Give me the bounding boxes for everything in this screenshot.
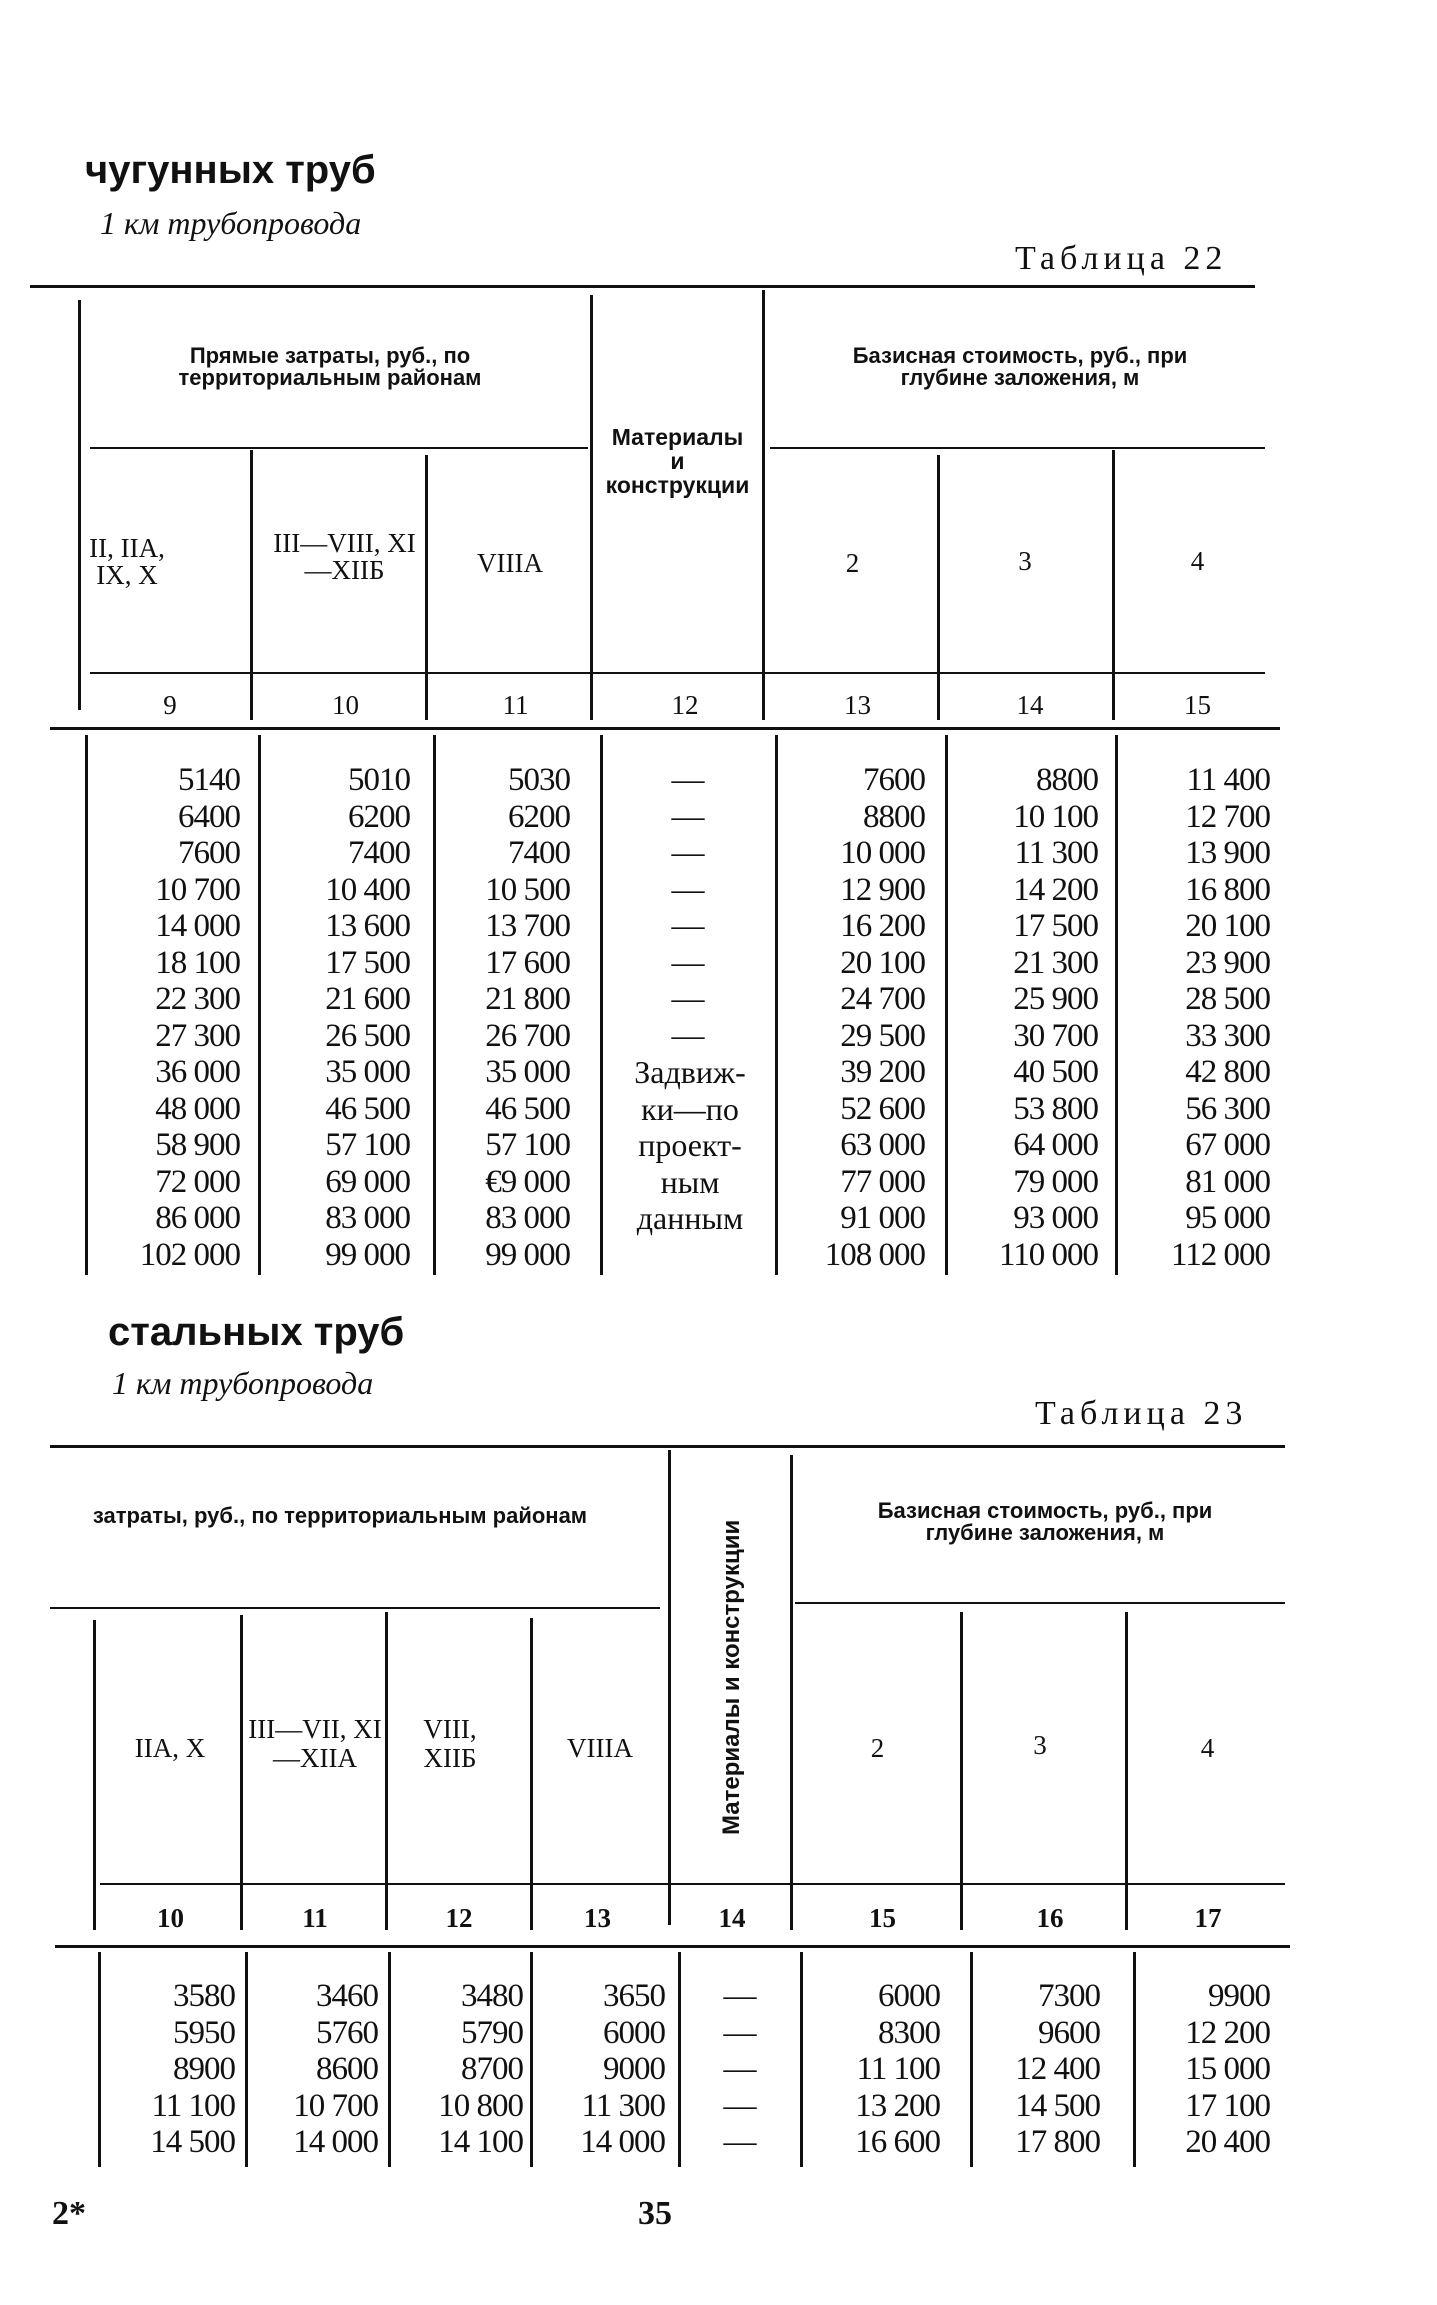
table-cell: 35 000 [325, 1054, 410, 1090]
table-cell: 17 800 [1015, 2124, 1100, 2160]
table-cell: 108 000 [824, 1236, 925, 1273]
table-cell: 16 600 [855, 2124, 940, 2160]
data-column [950, 762, 1098, 1273]
table-cell: 8800 [1036, 762, 1098, 798]
table-cell: 6000 [603, 2014, 665, 2051]
table-cell: 16 200 [840, 908, 925, 944]
table-cell: 11 100 [151, 2087, 235, 2124]
col-label-region-1: II, IIA, IX, X [89, 533, 165, 590]
dash-cell: — [723, 2124, 756, 2160]
note-line: ки—по [641, 1090, 739, 1127]
table-cell: 14 000 [580, 2124, 665, 2160]
table-cell: 27 300 [155, 1017, 240, 1054]
table-cell: 83 000 [485, 1200, 570, 1236]
table-cell: 77 000 [840, 1163, 925, 1200]
table-cell: 7400 [508, 835, 570, 871]
col-number: 11 [502, 690, 529, 720]
note-line: данным [636, 1200, 744, 1236]
materials-column [605, 762, 770, 1054]
table-cell: 110 000 [998, 1236, 1098, 1273]
col-label-depth-2: 2 [870, 1733, 885, 1763]
table-cell: 93 000 [1013, 1200, 1098, 1236]
table-cell: 14 200 [1013, 871, 1098, 908]
col-number: 16 [1036, 1903, 1064, 1933]
table-cell: 11 300 [1014, 835, 1098, 871]
table-cell: 17 100 [1185, 2087, 1270, 2124]
table-cell: 8900 [173, 2051, 235, 2087]
col-number: 12 [671, 690, 699, 720]
table-cell: 6400 [178, 798, 240, 835]
table-cell: 99 000 [485, 1236, 570, 1273]
data-column [1138, 1978, 1270, 2161]
materials-column [682, 1978, 797, 2161]
table-cell: 3460 [316, 1978, 378, 2014]
col-number: 11 [302, 1903, 328, 1933]
col-label-region-3: VIII, XIIБ [423, 1714, 477, 1773]
table-cell: 17 600 [485, 944, 570, 981]
table-cell: 112 000 [1170, 1236, 1270, 1273]
table-cell: 11 400 [1186, 762, 1270, 798]
table-cell: 7600 [178, 835, 240, 871]
table-cell: 46 500 [485, 1090, 570, 1127]
table-cell: 3580 [173, 1978, 235, 2014]
col-number: 13 [844, 690, 871, 720]
table-cell: 57 100 [325, 1127, 410, 1163]
table-cell: 40 500 [1013, 1054, 1098, 1090]
table-cell: 28 500 [1185, 981, 1270, 1017]
note-line: ным [660, 1163, 720, 1200]
data-column [393, 1978, 523, 2161]
col-label-depth-3: 3 [1033, 1730, 1047, 1760]
col-number: 14 [1016, 690, 1044, 720]
table-cell: 20 100 [1185, 908, 1270, 944]
table-cell: 52 600 [840, 1090, 925, 1127]
table-cell: 21 600 [325, 981, 410, 1017]
dash-cell: — [671, 871, 704, 908]
table-cell: 5790 [461, 2014, 523, 2051]
section2-subtitle: 1 км трубопровода [112, 1365, 374, 1401]
table-cell: 69 000 [325, 1163, 410, 1200]
col-number: 14 [718, 1903, 746, 1933]
table-cell: 57 100 [485, 1127, 570, 1163]
data-column [90, 762, 240, 1273]
table-cell: 10 000 [840, 835, 925, 871]
table-cell: 26 500 [325, 1017, 410, 1054]
dash-cell: — [723, 2087, 756, 2124]
table-cell: 63 000 [840, 1127, 925, 1163]
table-cell: 81 000 [1185, 1163, 1270, 1200]
direct-costs-header: Прямые затраты, руб., по территориальным районам [178, 343, 482, 390]
table-cell: 6200 [348, 798, 410, 835]
section2-table-label: Таблица 23 [1035, 1395, 1248, 1432]
col-label-region-1: IIA, X [134, 1733, 206, 1763]
col-label-region-3: VIIIA [477, 548, 543, 578]
table-cell: 67 000 [1185, 1127, 1270, 1163]
section2-title: стальных труб [108, 1310, 405, 1354]
table-cell: 14 500 [150, 2124, 235, 2160]
table-cell: 5140 [178, 762, 240, 798]
dash-cell: — [723, 2014, 756, 2051]
table-cell: 86 000 [155, 1200, 240, 1236]
data-column [805, 1978, 940, 2161]
table-cell: 102 000 [139, 1236, 240, 1273]
table-cell: 10 400 [325, 871, 410, 908]
table-cell: 72 000 [155, 1163, 240, 1200]
table-cell: 9900 [1208, 1978, 1270, 2014]
dash-cell: — [723, 1978, 756, 2014]
table-cell: 14 100 [438, 2124, 523, 2160]
data-column [105, 1978, 235, 2161]
dash-cell: — [671, 798, 704, 835]
table-cell: 11 100 [856, 2051, 940, 2087]
signature-mark: 2* [52, 2195, 86, 2232]
page-number: 35 [638, 2195, 672, 2232]
table-cell: 5010 [348, 762, 410, 798]
data-column [535, 1978, 665, 2161]
data-column [1120, 762, 1270, 1273]
table-cell: 56 300 [1185, 1090, 1270, 1127]
materials-header: Материалы и конструкции [605, 424, 750, 498]
table-cell: 17 500 [325, 944, 410, 981]
table-cell: 23 900 [1185, 944, 1270, 981]
table-cell: 20 100 [840, 944, 925, 981]
table-cell: 25 900 [1013, 981, 1098, 1017]
table-cell: 7400 [348, 835, 410, 871]
table-cell: 53 800 [1013, 1090, 1098, 1127]
col-number: 15 [1184, 690, 1211, 720]
table-cell: 11 300 [581, 2087, 665, 2124]
table-cell: 12 900 [840, 871, 925, 908]
table-cell: 17 500 [1013, 908, 1098, 944]
col-number: 10 [332, 690, 359, 720]
table-cell: 14 000 [293, 2124, 378, 2160]
table-cell: 10 500 [485, 871, 570, 908]
dash-cell: — [671, 944, 704, 981]
table-cell: 8300 [878, 2014, 940, 2051]
materials-note [605, 1054, 775, 1237]
table-cell: 36 000 [155, 1054, 240, 1090]
table-cell: 9600 [1038, 2014, 1100, 2051]
dash-cell: — [723, 2051, 756, 2087]
table-cell: 13 700 [485, 908, 570, 944]
col-label-depth-4: 4 [1200, 1733, 1215, 1763]
table-cell: 8800 [863, 798, 925, 835]
table-cell: 20 400 [1185, 2124, 1270, 2160]
note-line: проект- [638, 1127, 742, 1163]
table-cell: 10 800 [438, 2087, 523, 2124]
table-cell: 12 700 [1185, 798, 1270, 835]
data-column [250, 1978, 378, 2161]
table-cell: 35 000 [485, 1054, 570, 1090]
col-label-depth-2: 2 [845, 548, 860, 578]
dash-cell: — [671, 981, 704, 1017]
table-cell: 6000 [878, 1978, 940, 2014]
col-label-region-2: III—VIII, XI—XIIБ [273, 528, 416, 585]
table-cell: 24 700 [840, 981, 925, 1017]
data-column [780, 762, 925, 1273]
table-cell: 16 800 [1185, 871, 1270, 908]
table-cell: 83 000 [325, 1200, 410, 1236]
col-number: 9 [163, 690, 177, 720]
table-cell: 79 000 [1013, 1163, 1098, 1200]
col-number: 15 [869, 1903, 896, 1933]
section1-table-label: Таблица 22 [1015, 240, 1228, 277]
table-cell: 3480 [461, 1978, 523, 2014]
direct-costs-header: затраты, руб., по территориальным районам [92, 1503, 588, 1528]
table-cell: 8600 [316, 2051, 378, 2087]
section1-subtitle: 1 км трубопровода [100, 205, 362, 241]
col-number: 17 [1194, 1903, 1222, 1933]
table-cell: 64 000 [1013, 1127, 1098, 1163]
table-cell: 39 200 [840, 1054, 925, 1090]
table-cell: 13 600 [325, 908, 410, 944]
table-cell: 9000 [603, 2051, 665, 2087]
section1-title: чугунных труб [85, 148, 376, 192]
col-label-region-2: III—VII, XI—XIIA [248, 1714, 382, 1773]
table-cell: 91 000 [840, 1200, 925, 1236]
table-cell: 12 200 [1185, 2014, 1270, 2051]
col-number: 10 [157, 1903, 184, 1933]
table-cell: €9 000 [485, 1163, 570, 1200]
table-cell: 7300 [1038, 1978, 1100, 2014]
data-column [440, 762, 570, 1273]
table-cell: 30 700 [1013, 1017, 1098, 1054]
table-cell: 3650 [603, 1978, 665, 2014]
note-line: Задвиж- [634, 1054, 746, 1090]
col-label-depth-3: 3 [1018, 546, 1032, 576]
table-cell: 95 000 [1185, 1200, 1270, 1236]
table-cell: 18 100 [155, 944, 240, 981]
table-cell: 13 200 [855, 2087, 940, 2124]
table-cell: 15 000 [1185, 2051, 1270, 2087]
dash-cell: — [671, 835, 704, 871]
table-cell: 33 300 [1185, 1017, 1270, 1054]
table-cell: 26 700 [485, 1017, 570, 1054]
materials-header: Материалы и конструкции [718, 1519, 745, 1835]
table-cell: 5030 [508, 762, 570, 798]
table-cell: 42 800 [1185, 1054, 1270, 1090]
table-cell: 48 000 [155, 1090, 240, 1127]
table-cell: 14 000 [155, 908, 240, 944]
table-cell: 6200 [508, 798, 570, 835]
table-cell: 21 300 [1013, 944, 1098, 981]
table-cell: 10 100 [1013, 798, 1098, 835]
table-cell: 5760 [316, 2014, 378, 2051]
table-cell: 10 700 [293, 2087, 378, 2124]
data-column [975, 1978, 1100, 2161]
table-cell: 29 500 [840, 1017, 925, 1054]
dash-cell: — [671, 1017, 704, 1054]
dash-cell: — [671, 908, 704, 944]
table-cell: 8700 [461, 2051, 523, 2087]
table-cell: 21 800 [485, 981, 570, 1017]
col-label-region-4: VIIIA [567, 1733, 633, 1763]
col-label-depth-4: 4 [1190, 546, 1205, 576]
data-column [265, 762, 410, 1273]
table-cell: 14 500 [1015, 2087, 1100, 2124]
col-number: 12 [445, 1903, 473, 1933]
table-cell: 12 400 [1015, 2051, 1100, 2087]
table-cell: 22 300 [155, 981, 240, 1017]
table-cell: 46 500 [325, 1090, 410, 1127]
base-cost-header: Базисная стоимость, руб., при глубине заложения, м [852, 343, 1188, 390]
table-cell: 10 700 [155, 871, 240, 908]
table-cell: 58 900 [155, 1127, 240, 1163]
table-cell: 5950 [173, 2014, 235, 2051]
base-cost-header: Базисная стоимость, руб., при глубине заложения, м [877, 1498, 1213, 1545]
dash-cell: — [671, 762, 704, 798]
col-number: 13 [584, 1903, 611, 1933]
table-cell: 13 900 [1185, 835, 1270, 871]
table-cell: 7600 [863, 762, 925, 798]
table-cell: 99 000 [325, 1236, 410, 1273]
